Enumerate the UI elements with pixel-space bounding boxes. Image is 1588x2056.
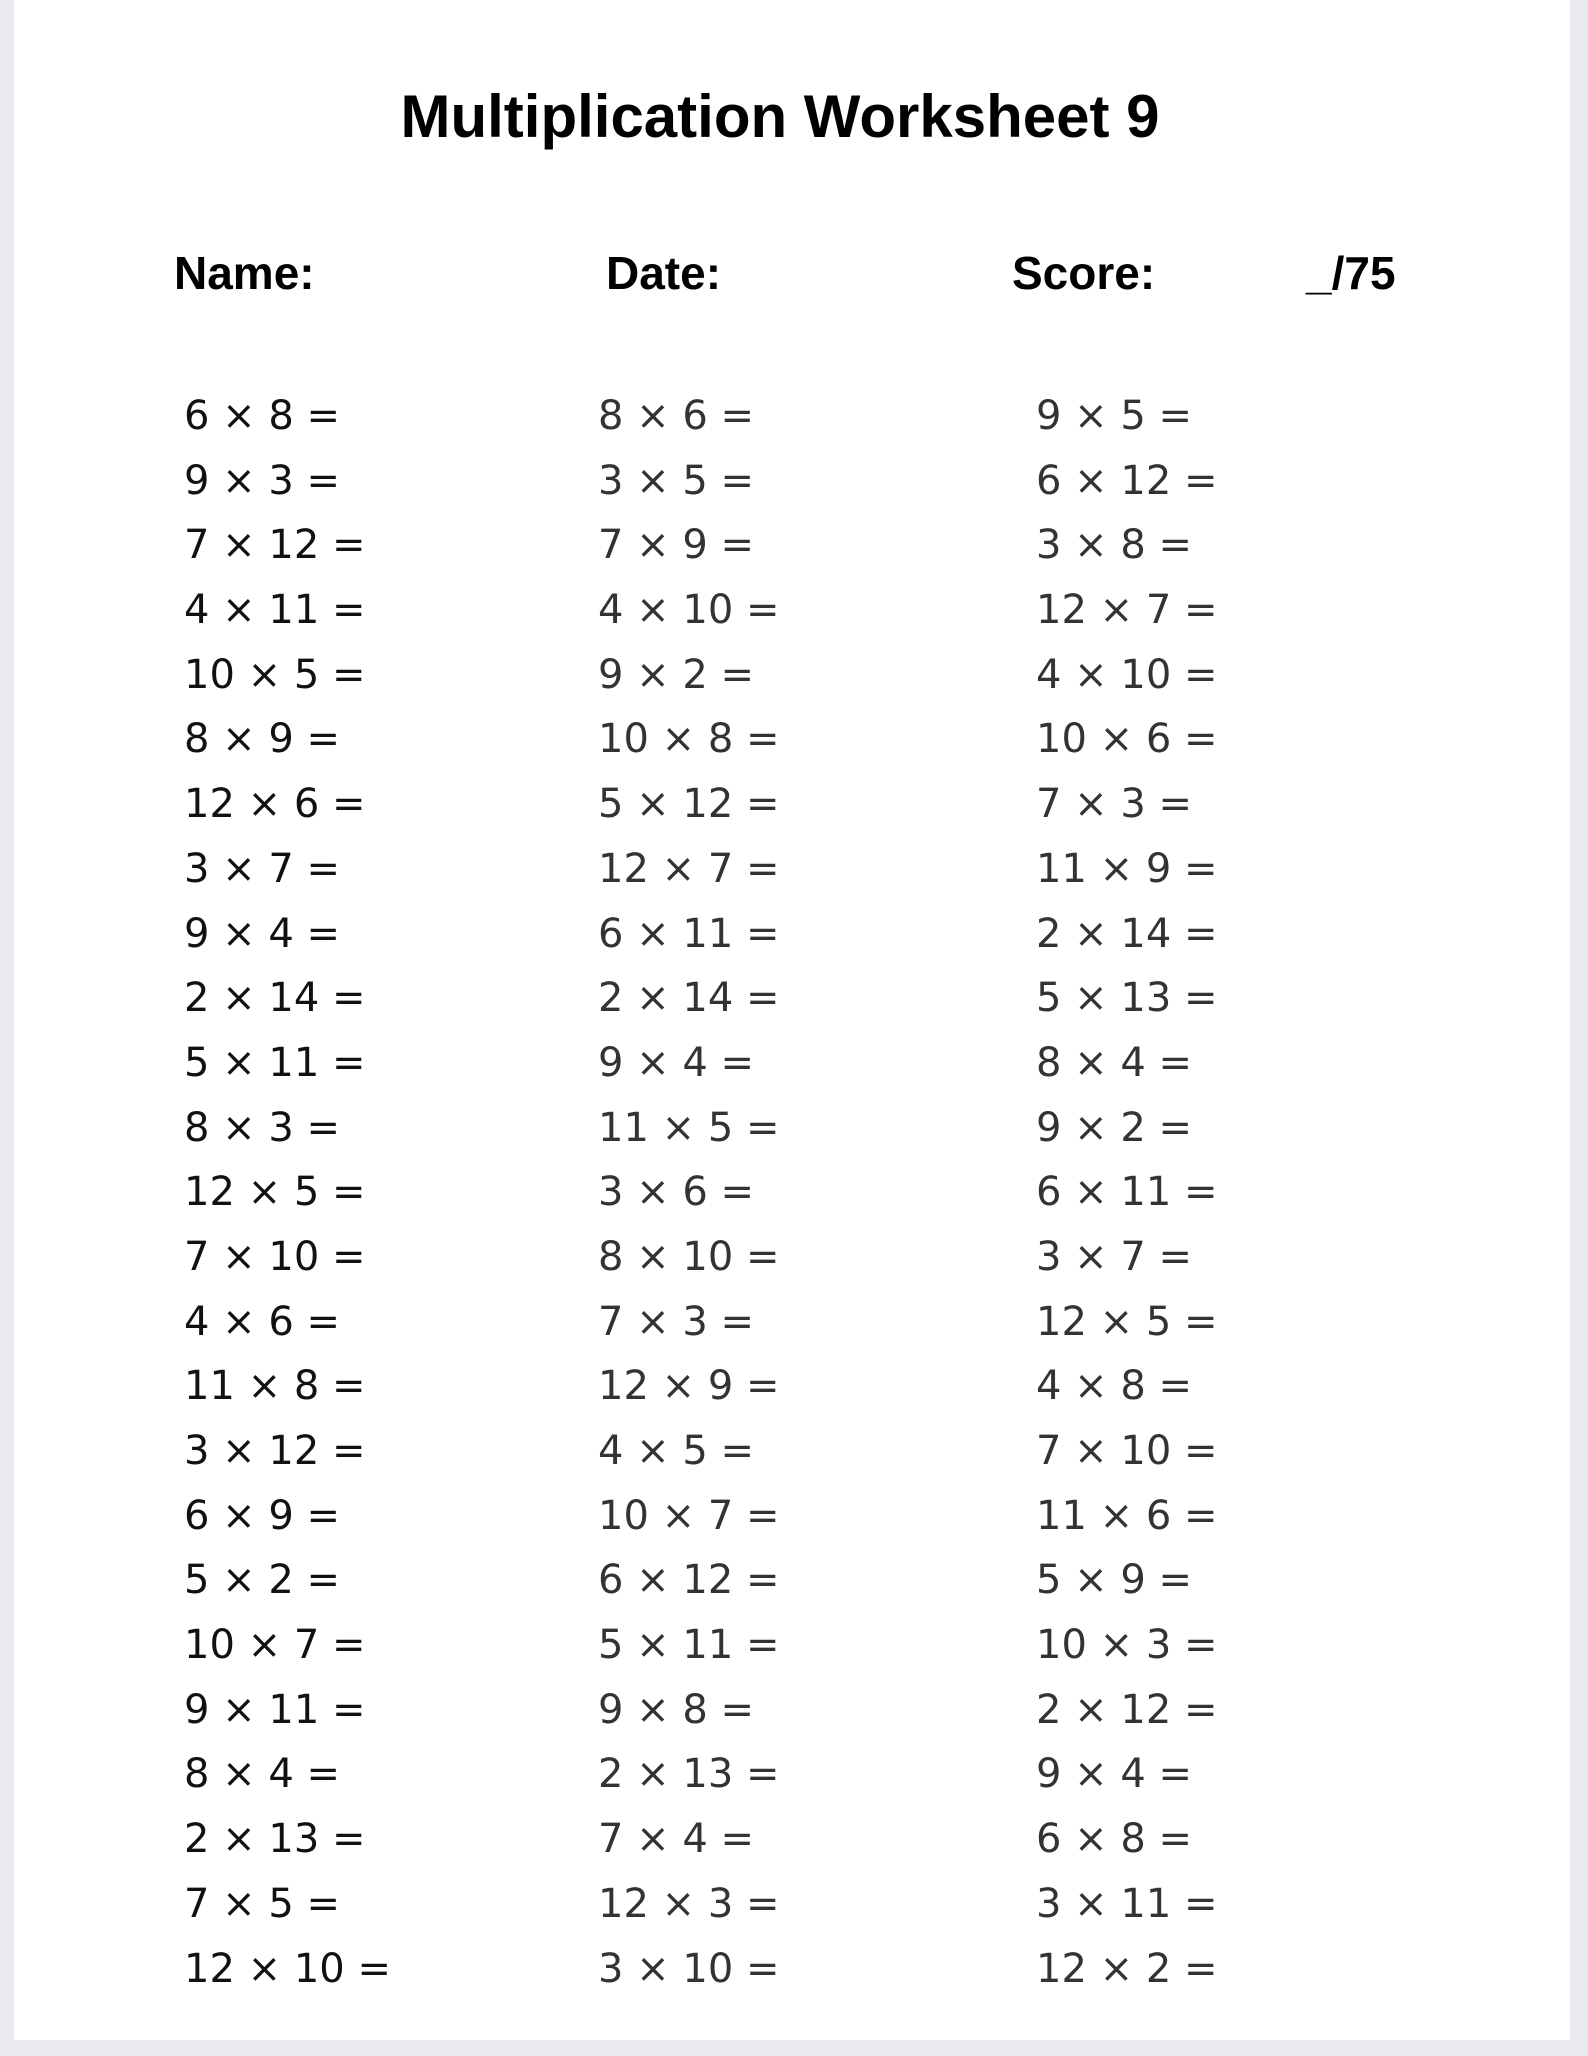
problem-item: 6 × 12 = [598,1557,780,1604]
problem-item: 9 × 4 = [1036,1751,1193,1798]
problem-item: 7 × 9 = [598,522,755,569]
problem-item: 5 × 12 = [598,781,780,828]
problem-item: 2 × 14 = [184,975,366,1022]
problem-item: 12 × 3 = [598,1880,780,1927]
worksheet-title: Multiplication Worksheet 9 [400,83,1160,150]
problem-item: 10 × 7 = [598,1492,780,1539]
problem-item: 3 × 11 = [1036,1880,1218,1927]
problem-item: 8 × 4 = [184,1751,341,1798]
problem-item: 6 × 8 = [1036,1816,1193,1863]
problem-item: 3 × 10 = [598,1945,780,1992]
problem-item: 7 × 10 = [1036,1428,1218,1474]
problem-item: 3 × 6 = [598,1169,755,1216]
problem-item: 3 × 8 = [1036,522,1193,569]
problem-item: 9 × 11 = [184,1686,366,1733]
problem-item: 10 × 8 = [598,716,780,763]
problem-item: 8 × 9 = [184,716,341,763]
problem-item: 4 × 10 = [1036,651,1218,698]
problem-item: 7 × 3 = [598,1298,755,1345]
problem-item: 3 × 12 = [184,1428,366,1474]
problem-item: 12 × 7 = [1036,587,1218,634]
name-label: Name: [174,247,315,299]
problem-item: 2 × 14 = [1036,910,1218,957]
problem-item: 4 × 5 = [598,1428,755,1474]
problem-item: 8 × 6 = [598,393,755,439]
problem-item: 4 × 8 = [1036,1363,1193,1410]
problem-item: 7 × 10 = [184,1233,366,1280]
problem-item: 9 × 2 = [598,651,755,698]
score-total: _/75 [1306,247,1396,299]
problem-item: 12 × 6 = [184,781,366,828]
problem-item: 2 × 13 = [184,1816,366,1863]
problem-item: 3 × 7 = [1036,1233,1193,1280]
problem-item: 8 × 4 = [1036,1039,1193,1086]
problem-item: 8 × 3 = [184,1104,341,1151]
problem-item: 6 × 9 = [184,1492,341,1539]
problem-item: 7 × 3 = [1036,781,1193,828]
problem-item: 5 × 13 = [1036,975,1218,1022]
problem-item: 7 × 5 = [184,1880,341,1927]
problem-item: 9 × 4 = [598,1039,755,1086]
problem-item: 2 × 13 = [598,1751,780,1798]
problem-column-2 [598,386,998,2003]
problem-item: 6 × 11 = [598,910,780,957]
problem-item: 10 × 7 = [184,1622,366,1669]
problem-item: 4 × 6 = [184,1298,341,1345]
problem-item: 7 × 12 = [184,522,366,569]
problem-item: 11 × 6 = [1036,1492,1218,1539]
problem-item: 3 × 5 = [598,457,755,504]
problem-item: 12 × 5 = [184,1169,366,1216]
score-label: Score: [1012,247,1156,299]
problem-item: 4 × 10 = [598,587,780,634]
problem-item: 2 × 12 = [1036,1686,1218,1733]
problem-item: 5 × 2 = [184,1557,341,1604]
problem-item: 2 × 14 = [598,975,780,1022]
problem-item: 9 × 2 = [1036,1104,1193,1151]
problem-item: 4 × 11 = [184,587,366,634]
problem-item: 9 × 4 = [184,910,341,957]
problem-item: 5 × 9 = [1036,1557,1193,1604]
problem-item: 11 × 9 = [1036,845,1218,892]
problem-column-3 [1036,386,1436,2003]
problem-item: 11 × 5 = [598,1104,780,1151]
problem-item: 9 × 8 = [598,1686,755,1733]
problem-item: 5 × 11 = [598,1622,780,1669]
problem-column-1 [184,386,584,2003]
problem-item: 6 × 8 = [184,393,341,439]
problem-item: 9 × 3 = [184,457,341,504]
problem-item: 10 × 6 = [1036,716,1218,763]
problem-item: 3 × 7 = [184,845,341,892]
problem-item: 5 × 11 = [184,1039,366,1086]
problem-item: 10 × 3 = [1036,1622,1218,1669]
problem-item: 9 × 5 = [1036,393,1193,439]
problem-item: 12 × 5 = [1036,1298,1218,1345]
problem-item: 12 × 9 = [598,1363,780,1410]
problem-item: 10 × 5 = [184,651,366,698]
problem-item: 11 × 8 = [184,1363,366,1410]
problem-item: 12 × 7 = [598,845,780,892]
problem-item: 6 × 11 = [1036,1169,1218,1216]
problem-item: 8 × 10 = [598,1233,780,1280]
date-label: Date: [606,247,722,299]
problem-item: 12 × 10 = [184,1945,391,1992]
problem-item: 7 × 4 = [598,1816,755,1863]
problem-item: 6 × 12 = [1036,457,1218,504]
problem-item: 12 × 2 = [1036,1945,1218,1992]
